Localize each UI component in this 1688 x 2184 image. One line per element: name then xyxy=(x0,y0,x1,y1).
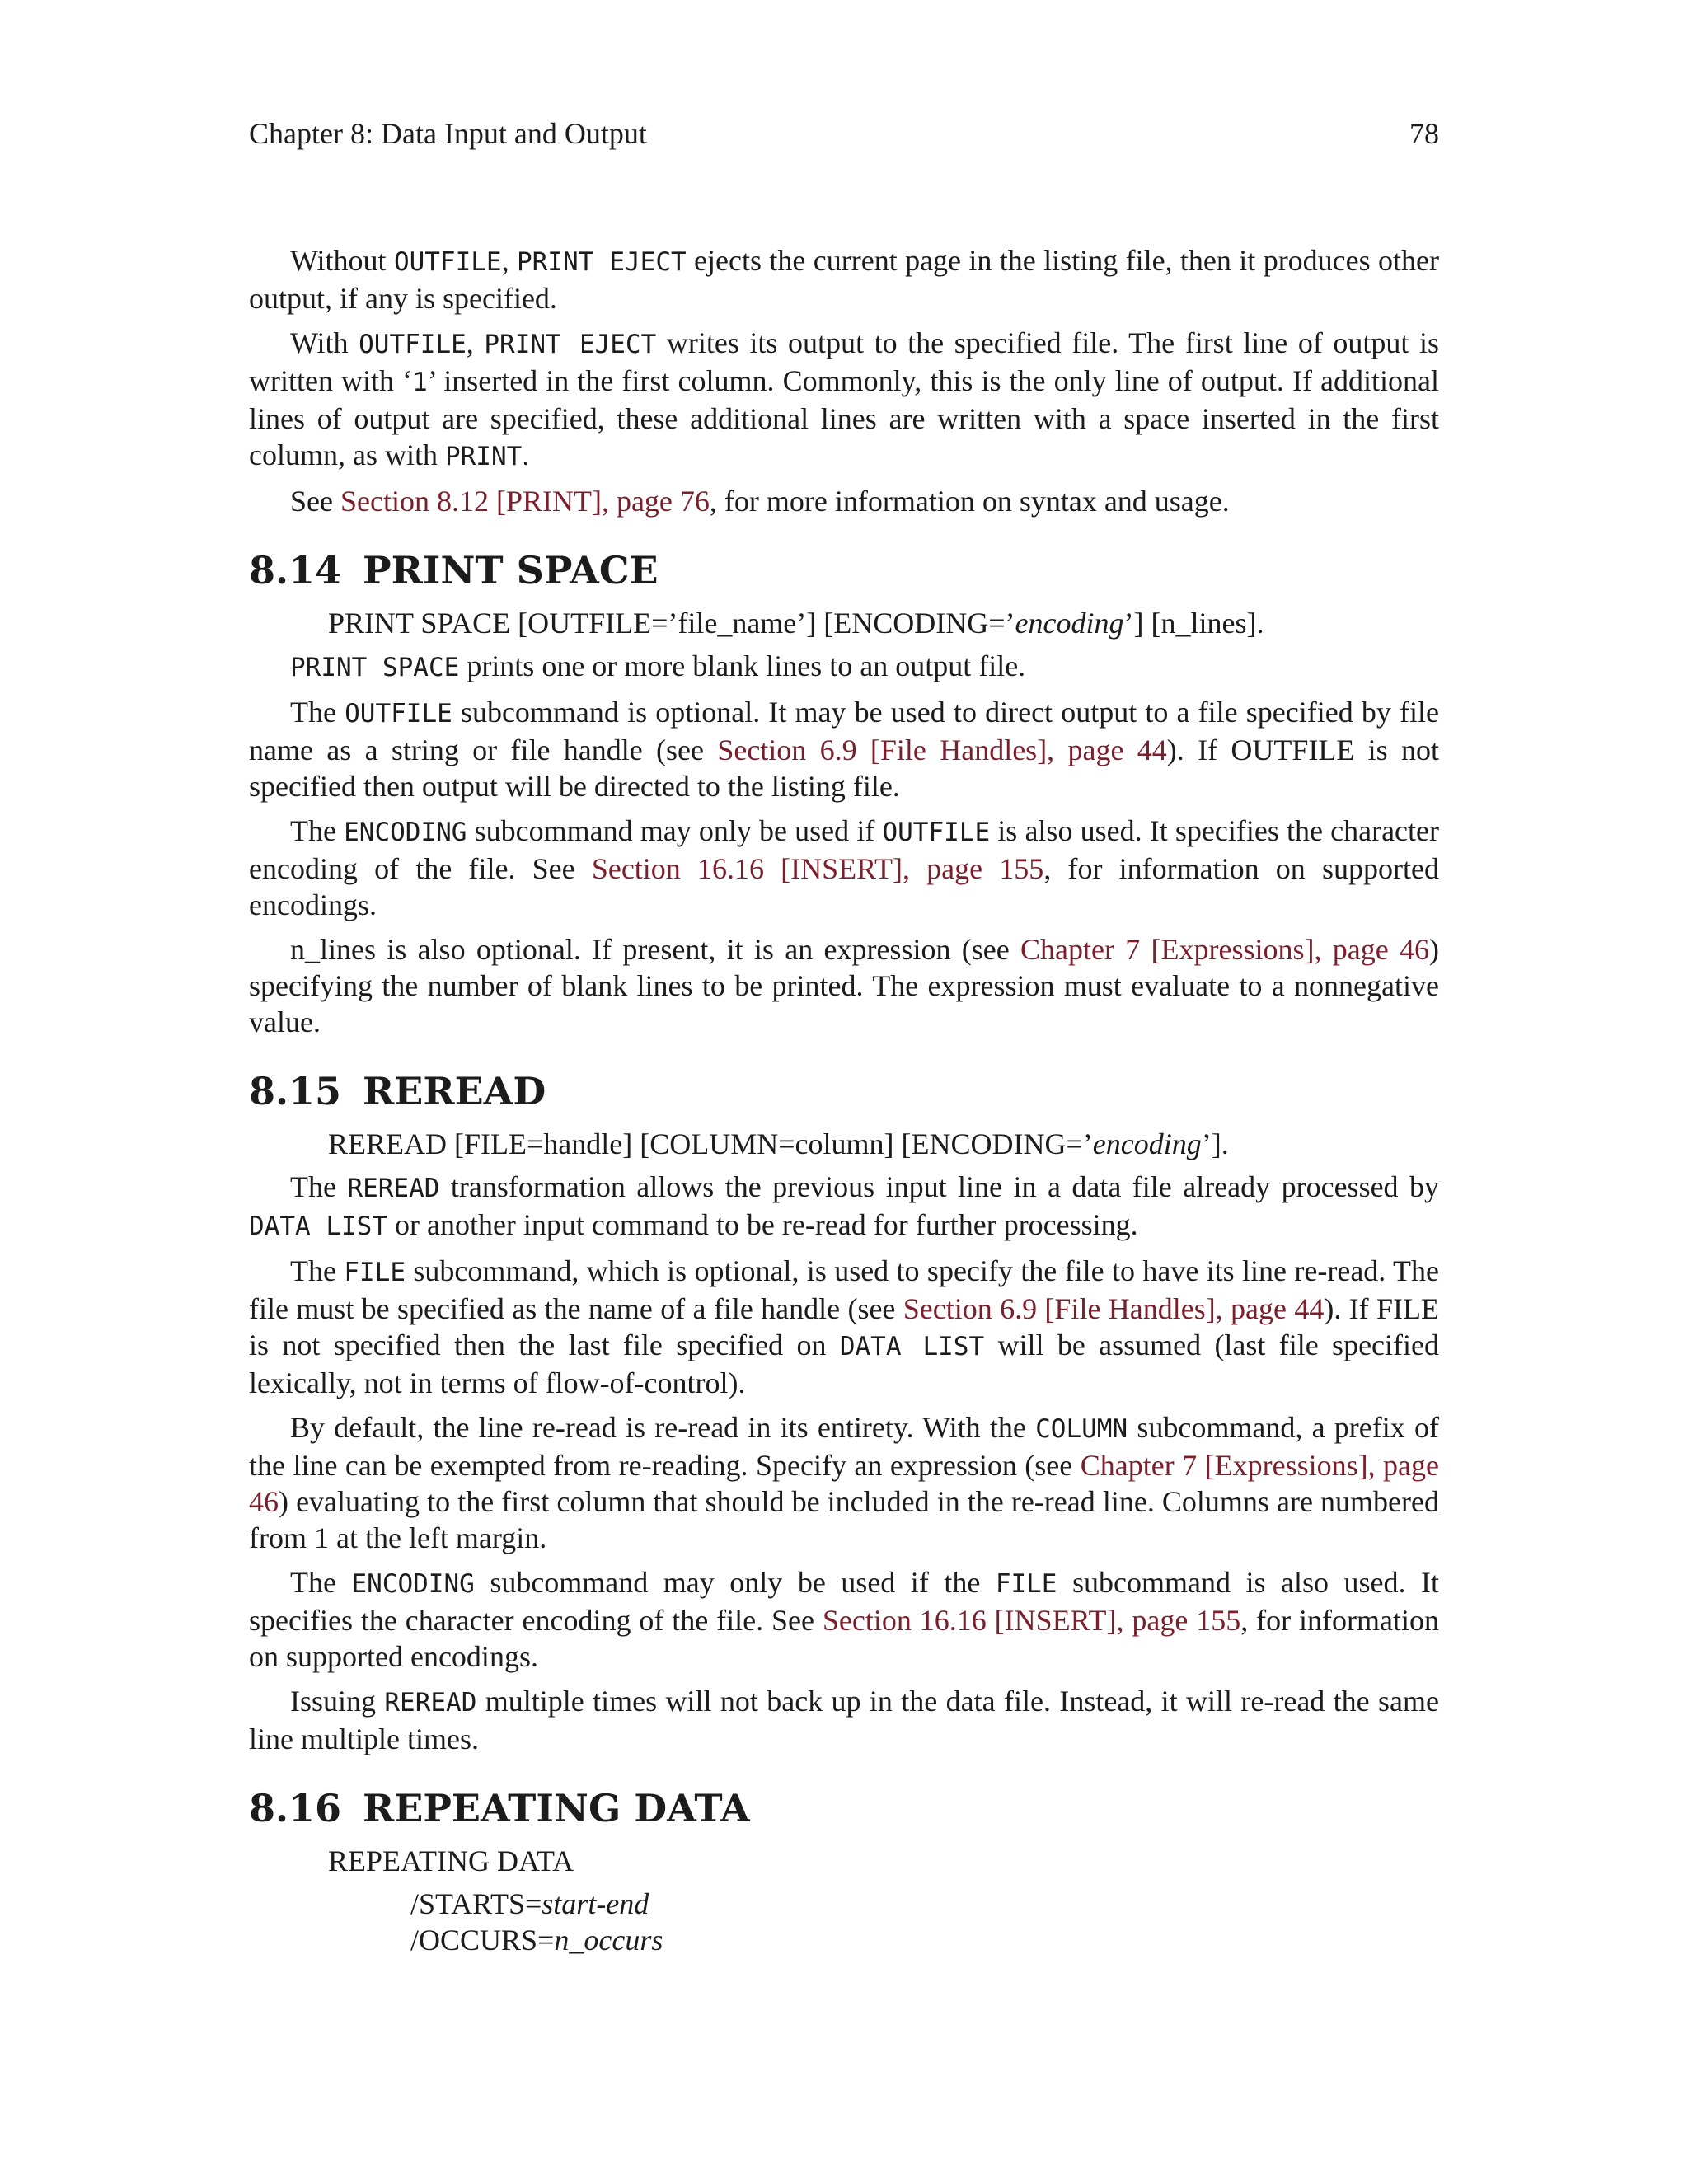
text: writes its output to the specified file. The first line of output is written with ‘ xyxy=(249,326,1440,397)
paragraph xyxy=(249,648,1439,686)
section-title: PRINT SPACE xyxy=(363,548,659,593)
syntax-block xyxy=(328,605,1439,641)
chapter-title: Chapter 8: Data Input and Output xyxy=(249,117,647,150)
code-data-list: DATA LIST xyxy=(839,1332,985,1361)
page-number: 78 xyxy=(1409,117,1439,150)
paragraph xyxy=(249,1683,1439,1757)
text: , for information on supported encodings. xyxy=(249,852,1439,921)
text: The xyxy=(290,1170,348,1203)
text: The xyxy=(290,696,345,729)
text: , xyxy=(466,326,485,359)
section-number: 8.14 xyxy=(249,548,342,593)
code-outfile: OUTFILE xyxy=(345,699,452,729)
text: subcommand may only be used if xyxy=(467,814,883,847)
text: , for information on supported encodings. xyxy=(249,1604,1439,1673)
text: ejects the current page in the listing file, then it produces other output, if any is specified. xyxy=(249,244,1439,315)
syntax-line: REPEATING DATA xyxy=(328,1844,574,1877)
text: See xyxy=(290,485,340,518)
paragraph xyxy=(249,325,1439,475)
text: ’ inserted in the first column. Commonly, this is the only line of output. If additional lines of output are specified, these additional lines are written with a space inserted in the first column, as with xyxy=(249,364,1439,471)
text: prints one or more blank lines to an output file. xyxy=(459,649,1026,682)
text: The xyxy=(290,1254,345,1287)
xref-link-print[interactable]: Section 8.12 [PRINT], page 76 xyxy=(340,485,710,518)
text: will be assumed (last file specified lexically, not in terms of flow-of-control). xyxy=(249,1329,1439,1399)
section-title: REREAD xyxy=(363,1069,546,1113)
section-heading-8-14 xyxy=(249,547,1439,593)
code-print: PRINT xyxy=(444,442,523,471)
code-outfile: OUTFILE xyxy=(882,818,991,847)
code-outfile: OUTFILE xyxy=(393,247,502,277)
syntax-text: /OCCURS= xyxy=(410,1924,555,1957)
text: , for more information on syntax and usage. xyxy=(709,485,1230,518)
paragraph xyxy=(249,1253,1439,1401)
paragraph xyxy=(249,483,1439,519)
code-print-space: PRINT SPACE xyxy=(290,653,460,682)
paragraph xyxy=(249,813,1439,923)
code-print-eject: PRINT EJECT xyxy=(516,247,687,277)
paragraph xyxy=(249,1169,1439,1244)
code-data-list: DATA LIST xyxy=(249,1212,387,1241)
syntax-block xyxy=(410,1886,1439,1958)
syntax-arg: n_occurs xyxy=(554,1924,663,1957)
text: subcommand is optional. It may be used to direct output to a file specified by file name as a string or file handle (see xyxy=(249,696,1439,766)
text: multiple times will not back up in the data file. Instead, it will re-read the same line multiple times. xyxy=(249,1685,1440,1755)
syntax-text: PRINT SPACE [OUTFILE=’file_name’] [ENCODING=’ xyxy=(328,607,1015,640)
paragraph xyxy=(249,694,1439,804)
text: is also used. It specifies the character encoding of the file. See xyxy=(249,814,1440,885)
text: transformation allows the previous input line in a data file already processed by xyxy=(439,1170,1440,1203)
syntax-arg: encoding xyxy=(1092,1127,1202,1160)
text: , xyxy=(501,244,517,277)
syntax-arg: encoding xyxy=(1015,607,1124,640)
text: ). If FILE is not specified then the last file specified on xyxy=(249,1292,1439,1361)
code-one: 1 xyxy=(412,368,428,397)
syntax-block xyxy=(328,1843,1439,1879)
xref-link-file-handles[interactable]: Section 6.9 [File Handles], page 44 xyxy=(717,733,1167,766)
xref-link-insert[interactable]: Section 16.16 [INSERT], page 155 xyxy=(822,1604,1241,1637)
section-heading-8-16 xyxy=(249,1785,1439,1831)
text: subcommand, which is optional, is used to specify the file to have its line re-read. The file must be specified as the name of a file handle (see xyxy=(249,1254,1439,1325)
code-outfile: OUTFILE xyxy=(359,330,467,359)
section-title: REPEATING DATA xyxy=(363,1786,750,1830)
syntax-text: REREAD [FILE=handle] [COLUMN=column] [ENCODING=’ xyxy=(328,1127,1093,1160)
section-heading-8-15 xyxy=(249,1068,1439,1114)
code-file: FILE xyxy=(344,1258,406,1287)
text: Without xyxy=(290,244,394,277)
xref-link-expressions[interactable]: Chapter 7 [Expressions], page 46 xyxy=(1020,933,1429,966)
text: The xyxy=(290,1566,352,1599)
code-file: FILE xyxy=(995,1569,1057,1599)
xref-link-file-handles[interactable]: Section 6.9 [File Handles], page 44 xyxy=(903,1292,1325,1325)
text: By default, the line re-read is re-read in its entirety. With the xyxy=(290,1411,1036,1444)
paragraph xyxy=(249,931,1439,1040)
syntax-block xyxy=(328,1126,1439,1162)
text: With xyxy=(290,326,359,359)
text: n_lines is also optional. If present, it is an expression (see xyxy=(290,933,1020,966)
syntax-arg: start-end xyxy=(542,1887,649,1920)
text: subcommand, a prefix of the line can be exempted from re-reading. Specify an expression (see xyxy=(249,1411,1439,1482)
code-column: COLUMN xyxy=(1035,1414,1128,1444)
document-page xyxy=(249,115,1439,1965)
code-reread: REREAD xyxy=(347,1174,440,1203)
text: . xyxy=(522,438,530,471)
text: ) specifying the number of blank lines to be printed. The expression must evaluate to a nonnegative value. xyxy=(249,933,1439,1038)
text: or another input command to be re-read for further processing. xyxy=(387,1208,1138,1241)
syntax-text: ’] [n_lines]. xyxy=(1123,607,1264,640)
code-encoding: ENCODING xyxy=(344,818,467,847)
code-print-eject: PRINT EJECT xyxy=(484,330,657,359)
paragraph xyxy=(249,1564,1439,1675)
code-reread: REREAD xyxy=(384,1688,477,1718)
section-number: 8.16 xyxy=(249,1786,342,1830)
text: subcommand may only be used if the xyxy=(474,1566,996,1599)
text: subcommand is also used. It specifies the character encoding of the file. See xyxy=(249,1566,1439,1637)
paragraph xyxy=(249,242,1439,316)
syntax-line xyxy=(410,1886,1439,1922)
syntax-text: /STARTS= xyxy=(410,1887,542,1920)
paragraph xyxy=(249,1409,1439,1556)
code-encoding: ENCODING xyxy=(351,1569,475,1599)
text: ). If OUTFILE is not specified then output will be directed to the listing file. xyxy=(249,733,1439,803)
xref-link-expressions[interactable]: Chapter 7 [Expressions], page 46 xyxy=(249,1449,1439,1518)
xref-link-insert[interactable]: Section 16.16 [INSERT], page 155 xyxy=(591,852,1044,885)
running-header xyxy=(249,115,1439,152)
section-number: 8.15 xyxy=(249,1069,342,1113)
text: ) evaluating to the first column that should be included in the re-read line. Columns are numbered from 1 at the left margin. xyxy=(249,1485,1439,1554)
text: Issuing xyxy=(290,1685,385,1718)
syntax-text: ’]. xyxy=(1201,1127,1229,1160)
syntax-line xyxy=(410,1922,1439,1958)
text: The xyxy=(290,814,345,847)
